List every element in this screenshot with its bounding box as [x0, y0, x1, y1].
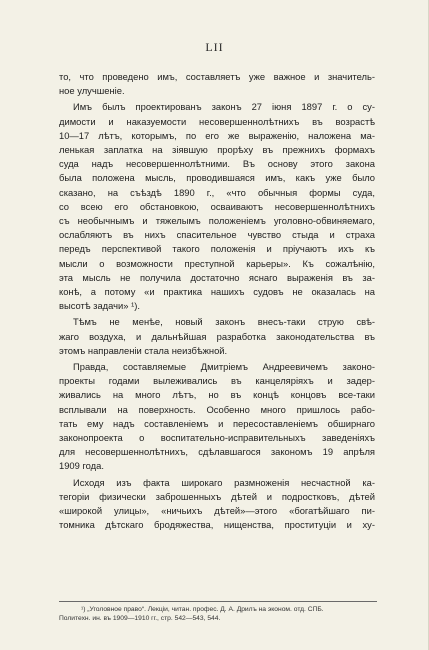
paragraph: [59, 360, 375, 474]
paragraph: [59, 70, 375, 98]
text-line: конѣ, а потому «и практика нашихъ судовъ не оказалась на: [59, 286, 375, 298]
text-line: проекты годами вылеживались въ канцеляріяхъ и задер-: [59, 375, 375, 387]
text-line: 10—17 лѣтъ, которымъ, по его же выраженію, наложена ма-: [59, 129, 375, 141]
text-line: Правда, составляемые Дмитріемъ Андреевичемъ законо-: [73, 361, 375, 373]
text-line: для несовершеннолѣтнихъ, сдѣлавшагося закономъ 19 апрѣля: [59, 446, 375, 458]
paragraph: [59, 315, 375, 358]
text-line: ослабляютъ въ нихъ спасительное чувство стыда и страха: [59, 229, 375, 241]
text-line: мысли о возможности преступной карьеры». Къ сожалѣнію,: [59, 257, 375, 269]
text-line: томника дѣтскаго бродяжества, нищенства, проституціи и ху-: [59, 519, 375, 531]
text-line: Тѣмъ не менѣе, новый законъ внесъ-таки струю свѣ-: [73, 316, 375, 328]
text-line: со всею его обстановкою, осваиваютъ несовершеннолѣтнихъ: [59, 200, 375, 212]
footnote-line: ¹) „Уголовное право“. Лекціи, читан. профес. Д. А. Дрилъ на эконом. отд. СПБ.: [81, 606, 324, 613]
text-line: то, что проведено имъ, составляетъ уже важное и значитель-: [59, 71, 375, 82]
text-line: всплывали на поверхность. Особенно много пришлось рабо-: [59, 403, 375, 415]
text-line: ное улучшеніе.: [59, 85, 125, 97]
text-line: жаго воздуха, и дальнѣйшая разработка законодательства въ: [59, 330, 375, 342]
footnote: [59, 605, 377, 624]
text-line: передъ перспективой такого положенія и пріучаютъ ихъ къ: [59, 243, 375, 255]
text-line: «широкой улицы», «ничьихъ дѣтей»—этого «богатѣйшаго пи-: [59, 505, 375, 517]
text-line: была положена мысль, проводившаяся имъ, какъ уже было: [59, 172, 375, 184]
text-line: сказано, на съѣздѣ 1890 г., «что обычныя формы суда,: [59, 186, 375, 198]
page-number: LII: [205, 40, 224, 54]
paragraph: [59, 476, 375, 533]
text-line: димости и наказуемости несовершеннолѣтнихъ въ возрастѣ: [59, 115, 375, 127]
text-line: эта мысль не получила достаточно яснаго выраженія въ за-: [59, 271, 375, 283]
paragraph: [59, 100, 375, 313]
text-line: живались на много лѣтъ, но въ концѣ концовъ все-таки: [59, 389, 375, 401]
text-line: этомъ направленіи стала неизбѣжной.: [59, 344, 228, 356]
text-line: законопроекта о воспитательно-исправительныхъ заведеніяхъ: [59, 432, 375, 444]
text-line: ленькая заплатка на зіявшую прорѣху въ прежнихъ формахъ: [59, 144, 375, 156]
footnote-divider: [59, 601, 377, 602]
text-line: суда надъ несовершеннолѣтними. Въ основу этого закона: [59, 158, 375, 170]
text-line: тать ему надъ составленіемъ и пересоставленіемъ обширнаго: [59, 417, 375, 429]
text-line: Исходя изъ факта широкаго размноженія несчастной ка-: [73, 476, 375, 488]
text-line: тегоріи физически заброшенныхъ дѣтей и подростковъ, дѣтей: [59, 490, 375, 502]
text-line: 1909 года.: [59, 460, 104, 472]
text-line: Имъ былъ проектированъ законъ 27 іюня 1897 г. о су-: [73, 101, 375, 113]
footnote-line: Политехн. ин. въ 1909—1910 гг., стр. 542—543, 544.: [59, 615, 221, 623]
text-line: съ необычнымъ и тяжелымъ положеніемъ уголовно-обвиняемаго,: [59, 215, 375, 227]
text-line: высотѣ задачи» ¹).: [59, 300, 140, 312]
body-text: [59, 70, 375, 533]
